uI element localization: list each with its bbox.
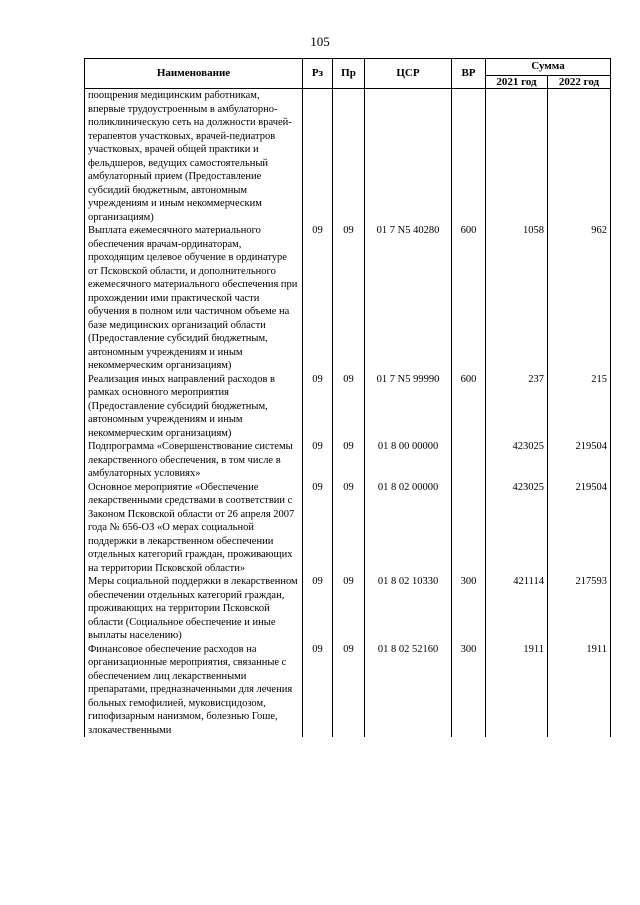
row-sum-2021: 1058 [486,224,548,373]
table-row [85,373,611,441]
row-csr [365,89,452,225]
row-pr: 09 [333,575,365,643]
table-row [85,224,611,373]
row-sum-2021: 423025 [486,481,548,576]
budget-table [84,58,611,737]
row-vr [452,89,486,225]
row-name: Подпрограмма «Совершенствование системы лекарственного обеспечения, в том числе в амбулаторных условиях» [85,440,303,481]
row-sum-2022: 217593 [548,575,611,643]
table-body [85,89,611,738]
row-vr [452,440,486,481]
row-rz [303,89,333,225]
row-vr [452,481,486,576]
row-name: Меры социальной поддержки в лекарственном обеспечении отдельных категорий граждан, проживающих на территории Псковской области (Социальное обеспечение и иные выплаты населению) [85,575,303,643]
row-pr: 09 [333,481,365,576]
row-sum-2022: 215 [548,373,611,441]
header-vr: ВР [452,59,486,89]
row-name: Выплата ежемесячного материального обеспечения врачам-ординаторам, проходящим целевое обучение в ординатуре от Псковской области, и дополнительного ежемесячного материального обеспечения при прохождении ими практической части обучения в полном или частичном объеме на базе медицинских организаций области (Предоставление субсидий бюджетным, автономным учреждениям и иным некоммерческим организациям) [85,224,303,373]
header-rz: Рз [303,59,333,89]
page-number: 105 [310,34,330,49]
row-csr: 01 8 02 00000 [365,481,452,576]
table-row [85,643,611,738]
row-csr: 01 8 00 00000 [365,440,452,481]
row-pr [333,89,365,225]
row-rz: 09 [303,440,333,481]
header-year-2021: 2021 год [486,76,548,89]
row-name: поощрения медицинским работникам, впервые трудоустроенным в амбулаторно-поликлиническую сеть на должности врачей-терапевтов участковых, врачей-педиатров участковых, врачей общей практики и фельдшеров, ведущих самостоятельный амбулаторный прием (Предоставление субсидий бюджетным, автономным учреждениям и иным некоммерческим организациям) [85,89,303,225]
row-csr: 01 7 N5 99990 [365,373,452,441]
header-csr: ЦСР [365,59,452,89]
header-name: Наименование [85,59,303,89]
row-sum-2022 [548,89,611,225]
row-sum-2021: 237 [486,373,548,441]
table-row [85,575,611,643]
row-pr: 09 [333,224,365,373]
row-vr: 600 [452,373,486,441]
table-row [85,89,611,225]
row-rz: 09 [303,575,333,643]
row-name: Основное мероприятие «Обеспечение лекарственными средствами в соответствии с Законом Псковской области от 26 апреля 2007 года № 656-ОЗ «О мерах социальной поддержки в лекарственном обеспечении отдельных категорий граждан, проживающих на территории Псковской области» [85,481,303,576]
header-year-2022: 2022 год [548,76,611,89]
row-vr: 300 [452,643,486,738]
row-pr: 09 [333,643,365,738]
row-sum-2022: 1911 [548,643,611,738]
row-sum-2021: 1911 [486,643,548,738]
row-csr: 01 8 02 10330 [365,575,452,643]
row-rz: 09 [303,373,333,441]
row-sum-2022: 219504 [548,481,611,576]
table-row [85,440,611,481]
row-rz: 09 [303,481,333,576]
row-rz: 09 [303,643,333,738]
row-name: Финансовое обеспечение расходов на организационные мероприятия, связанные с обеспечением лиц лекарственными препаратами, предназначенными для лечения больных гемофилией, муковисцидозом, гипофизарным нанизмом, болезнью Гоше, злокачественными [85,643,303,738]
header-pr: Пр [333,59,365,89]
row-sum-2022: 962 [548,224,611,373]
row-rz: 09 [303,224,333,373]
row-name: Реализация иных направлений расходов в рамках основного мероприятия (Предоставление субсидий бюджетным, автономным учреждениям и иным некоммерческим организациям) [85,373,303,441]
row-sum-2022: 219504 [548,440,611,481]
table-row [85,481,611,576]
row-sum-2021: 423025 [486,440,548,481]
row-sum-2021: 421114 [486,575,548,643]
row-pr: 09 [333,373,365,441]
row-csr: 01 7 N5 40280 [365,224,452,373]
row-sum-2021 [486,89,548,225]
row-csr: 01 8 02 52160 [365,643,452,738]
header-sum: Сумма [486,59,611,76]
row-vr: 600 [452,224,486,373]
row-vr: 300 [452,575,486,643]
row-pr: 09 [333,440,365,481]
